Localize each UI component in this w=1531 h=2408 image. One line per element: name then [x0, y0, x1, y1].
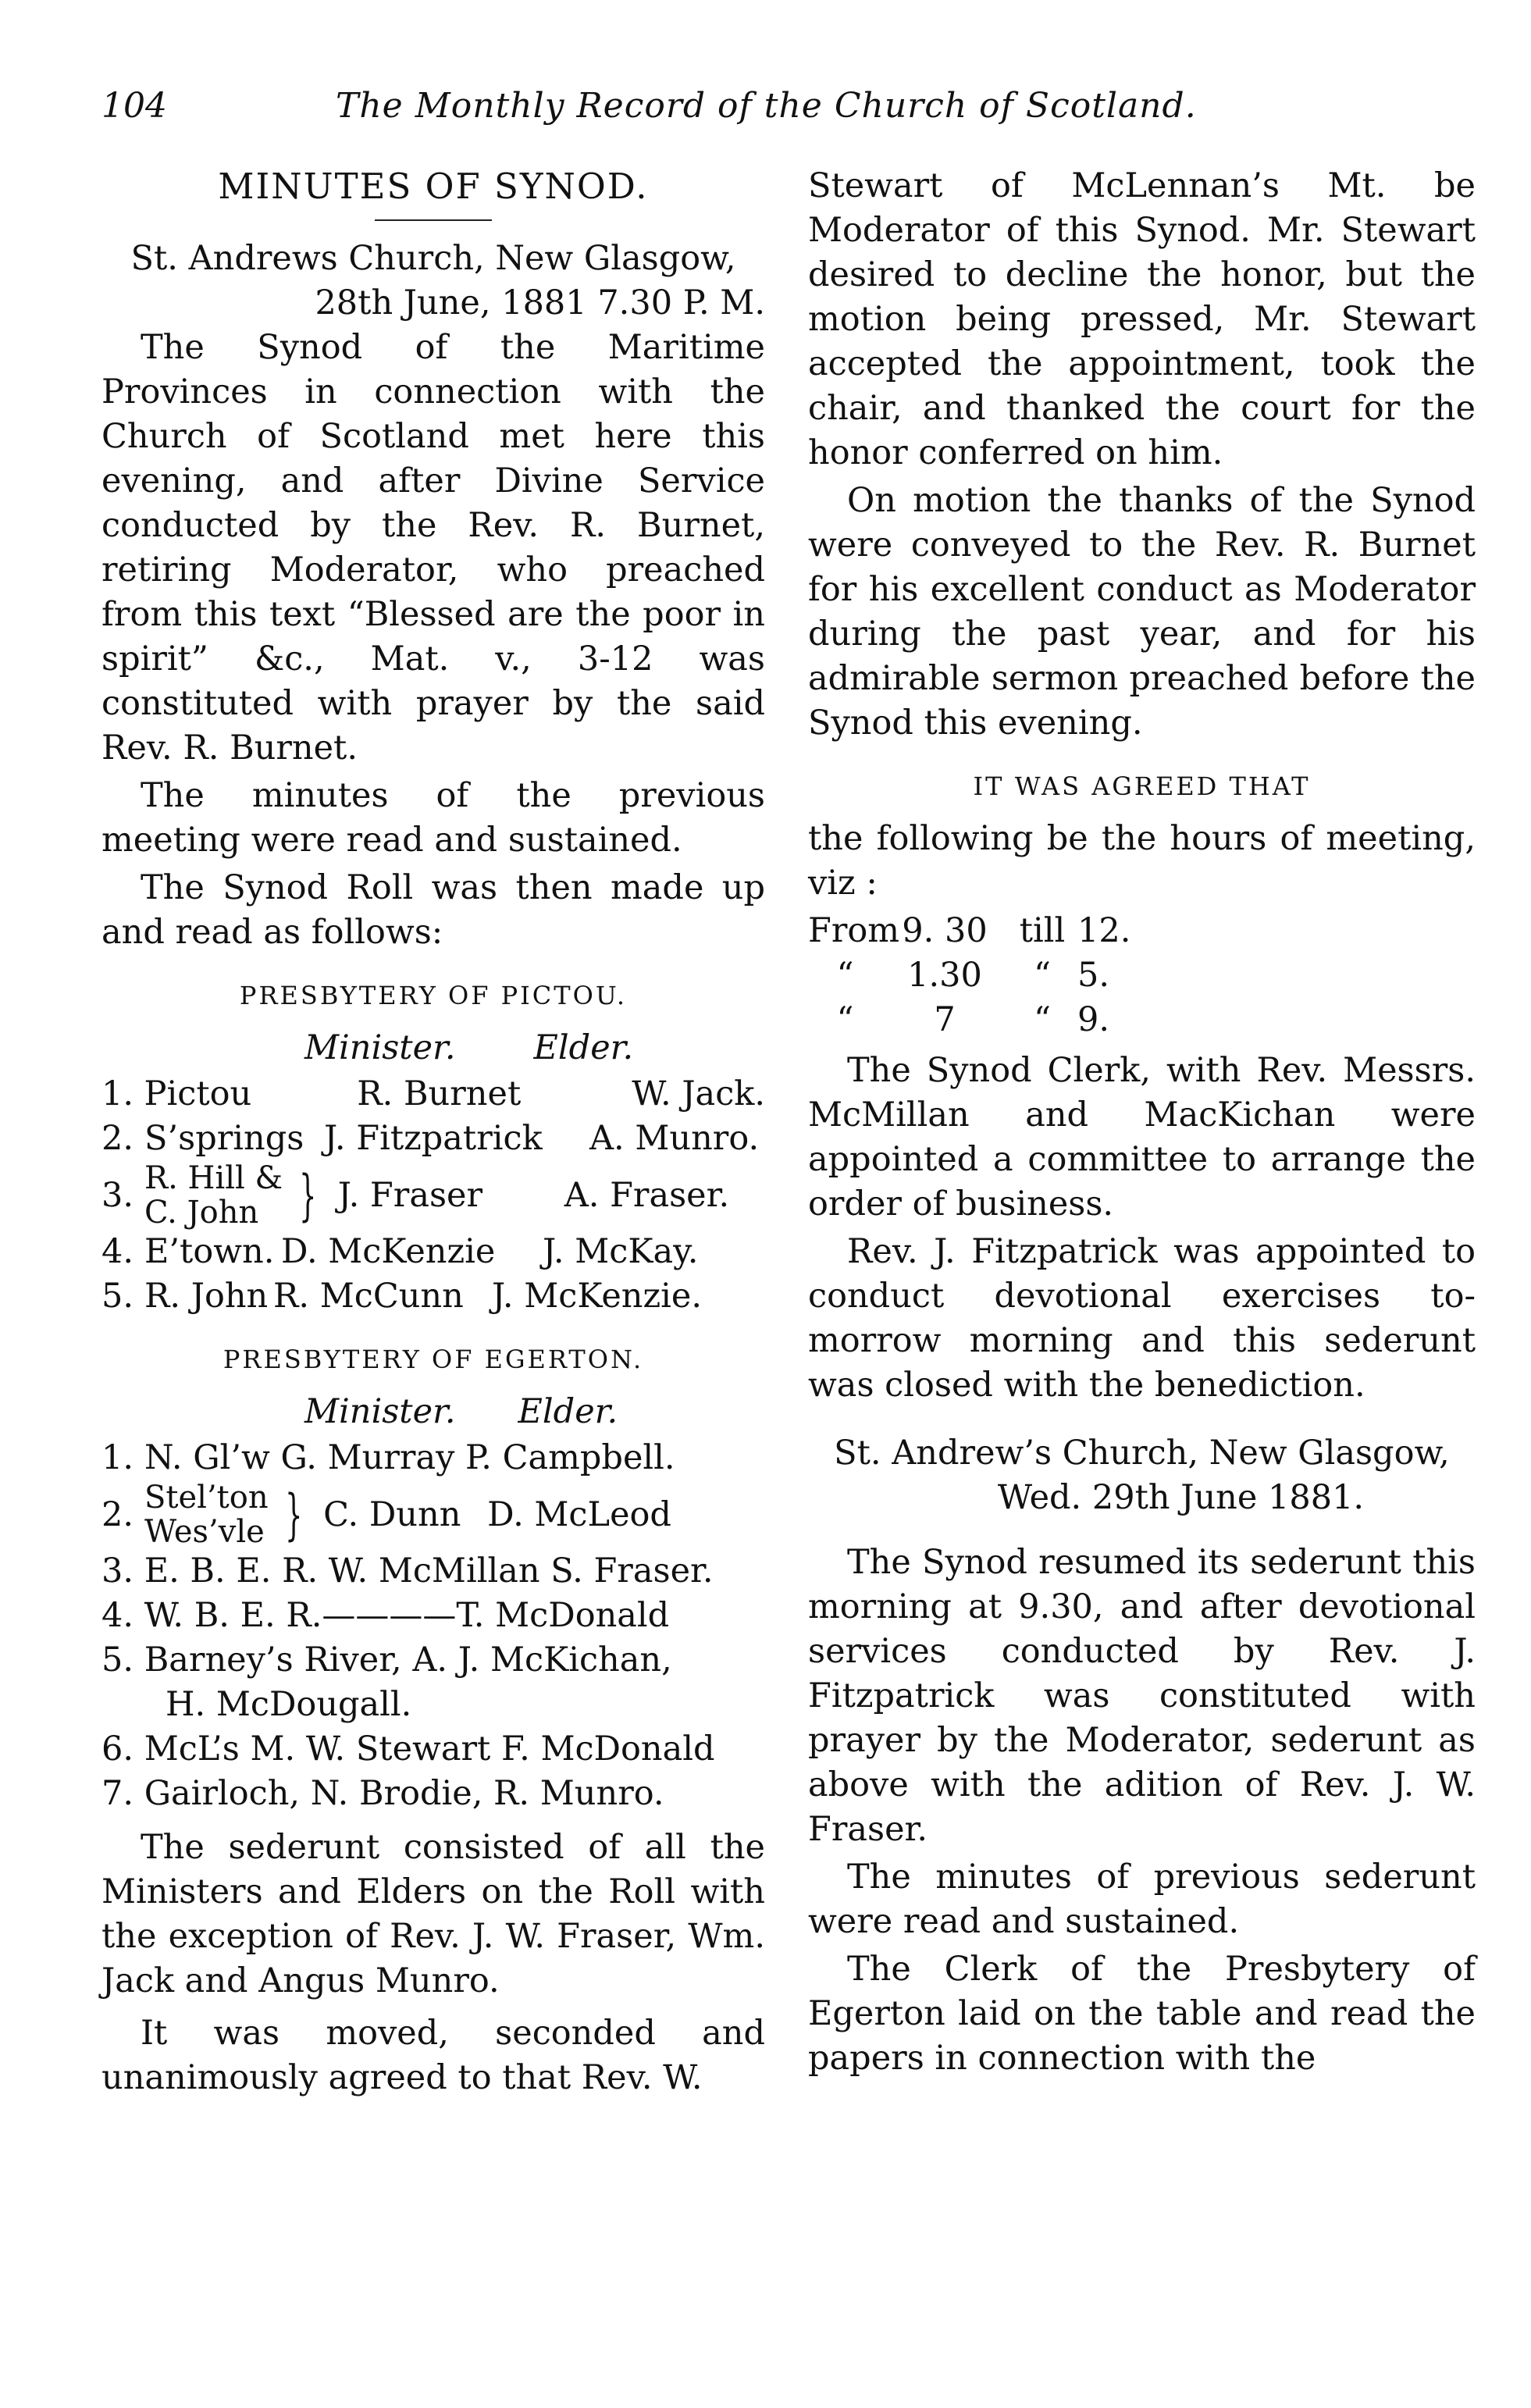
hours-row — [808, 953, 1476, 998]
roll-elder: J. McKenzie. — [492, 1277, 702, 1316]
roll-place-line: Wes’vle — [144, 1514, 265, 1550]
paragraph: the following be the hours of meeting, viz : — [808, 819, 1476, 903]
roll-column-headers — [101, 1026, 765, 1070]
roll-number: 5. — [101, 1277, 134, 1316]
elder-label: Elder. — [533, 1028, 634, 1067]
roll-elder: A. Fraser. — [564, 1175, 730, 1215]
roll-place: Pictou — [144, 1074, 252, 1113]
roll-elder: J. McKay. — [543, 1232, 699, 1271]
meeting-date: Wed. 29th June 1881. — [997, 1478, 1365, 1517]
roll-number: 1. — [101, 1074, 134, 1113]
presbytery-heading-egerton: PRESBYTERY OF EGERTON. — [223, 1345, 644, 1374]
paragraph: The Synod Roll was then made up and read as follows: — [101, 868, 765, 952]
hours-cell: “ — [836, 1000, 854, 1039]
roll-minister: R. Burnet — [357, 1074, 522, 1113]
meeting-date: 28th June, 1881 7.30 P. M. — [315, 283, 765, 322]
hours-cell: till — [1019, 911, 1066, 950]
columns — [101, 164, 1476, 2103]
paragraph: It was moved, seconded and unanimously agreed to that Rev. W. — [101, 2014, 765, 2097]
elder-label: Elder. — [518, 1392, 618, 1431]
hours-cell: 7 — [934, 1000, 956, 1039]
roll-line: 4. W. B. E. R.————T. McDonald — [101, 1596, 670, 1635]
roll-line: 3. E. B. E. R. W. McMillan S. Fraser. — [101, 1551, 714, 1590]
roll-number: 4. — [101, 1232, 134, 1271]
roll-row — [101, 1436, 765, 1480]
hours-cell: “ — [1034, 1000, 1051, 1039]
roll-place — [144, 1480, 269, 1549]
roll-number: 3. — [101, 1175, 134, 1215]
paragraph: The minutes of previous sederunt were read and sustained. — [808, 1858, 1476, 1941]
roll-line: 5. Barney’s River, A. J. McKichan, — [101, 1640, 672, 1680]
running-header — [101, 86, 1476, 148]
roll-place: E’town. — [144, 1232, 275, 1271]
running-title: The Monthly Record of the Church of Scotland. — [336, 86, 1197, 126]
roll-elder: D. McLeod — [487, 1494, 671, 1534]
roll-row — [101, 1117, 765, 1161]
presbytery-heading-pictou: PRESBYTERY OF PICTOU. — [239, 981, 628, 1010]
paragraph: The sederunt consisted of all the Ministers and Elders on the Roll with the exception of Rev. J. W. Fraser, Wm. Jack and Angus Munro. — [101, 1828, 765, 2000]
right-column — [808, 164, 1476, 2103]
roll-row — [101, 1072, 765, 1117]
roll-place: S’springs — [144, 1119, 304, 1158]
roll-minister: C. Dunn — [323, 1494, 461, 1534]
roll-row — [101, 1230, 765, 1274]
roll-place-line: Stel’ton — [144, 1480, 269, 1516]
page-number: 104 — [101, 86, 167, 126]
roll-elder: A. Munro. — [589, 1119, 760, 1158]
minister-label: Minister. — [304, 1392, 456, 1431]
roll-line: H. McDougall. — [101, 1685, 412, 1724]
hours-cell: 9. 30 — [902, 911, 988, 950]
paragraph: The Synod resumed its sederunt this morning at 9.30, and after devotional services conducted by Rev. J. Fitzpatrick was constituted with prayer by the Moderator, sederunt as above with the adition of Rev. J. W. Fraser. — [808, 1543, 1476, 1849]
hours-cell: 1.30 — [907, 956, 982, 995]
roll-place — [144, 1161, 283, 1230]
roll-number: 1. — [101, 1438, 134, 1477]
roll-number: 2. — [101, 1119, 134, 1158]
page — [101, 86, 1476, 2103]
hours-cell: 5. — [1077, 956, 1110, 995]
spacer — [808, 1520, 1476, 1541]
hours-cell: “ — [836, 956, 854, 995]
paragraph: Rev. J. Fitzpatrick was appointed to conduct devotional exercises to-morrow morning and this sederunt was closed with the benediction. — [808, 1232, 1476, 1405]
roll-minister: J. Fitzpatrick — [324, 1119, 543, 1158]
roll-entry: N. Gl’w G. Murray P. Campbell. — [144, 1438, 675, 1477]
hours-cell: 12. — [1077, 911, 1131, 950]
brace-glyph: } — [299, 1163, 317, 1227]
roll-place-line: C. John — [144, 1195, 259, 1231]
brace-glyph: } — [284, 1483, 302, 1547]
minister-label: Minister. — [304, 1028, 456, 1067]
hours-cell: From — [808, 911, 900, 950]
hours-row — [808, 909, 1476, 953]
meeting-place: St. Andrew’s Church, New Glasgow, — [834, 1434, 1450, 1473]
meeting-place: St. Andrews Church, New Glasgow, — [130, 239, 736, 278]
paragraph: The Synod Clerk, with Rev. Messrs. McMillan and MacKichan were appointed a committee to arrange the order of business. — [808, 1051, 1476, 1224]
paragraph: The Synod of the Maritime Provinces in connection with the Church of Scotland met here this evening, and after Divine Service conducted by the Rev. R. Burnet, retiring Moderator, who preached from this text “Blessed are the poor in spirit” &c., Mat. v., 3-12 was constituted with prayer by the said Rev. R. Burnet. — [101, 328, 765, 768]
roll-minister: J. Fraser — [337, 1175, 483, 1215]
paragraph: The minutes of the previous meeting were read and sustained. — [101, 776, 765, 860]
roll-line: 6. McL’s M. W. Stewart F. McDonald — [101, 1729, 715, 1769]
roll-row — [101, 1274, 765, 1319]
roll-line: 7. Gairloch, N. Brodie, R. Munro. — [101, 1774, 664, 1813]
paragraph: Stewart of McLennan’s Mt. be Moderator of this Synod. Mr. Stewart desired to decline the honor, but the motion being pressed, Mr. Stewart accepted the appointment, took the chair, and thanked the court for the honor conferred on him. — [808, 166, 1476, 472]
paragraph: The Clerk of the Presbytery of Egerton laid on the table and read the papers in connection with the — [808, 1950, 1476, 2078]
title-rule — [375, 219, 492, 221]
roll-number: 2. — [101, 1494, 134, 1534]
hours-cell: “ — [1034, 956, 1051, 995]
roll-elder: W. Jack. — [632, 1074, 765, 1113]
section-title: MINUTES OF SYNOD. — [218, 166, 649, 207]
roll-place-line: R. Hill & — [144, 1160, 283, 1196]
roll-minister: D. McKenzie — [281, 1232, 496, 1271]
hours-cell: 9. — [1077, 1000, 1110, 1039]
roll-row — [101, 1161, 765, 1230]
roll-row — [101, 1480, 765, 1549]
roll-column-headers — [101, 1390, 765, 1434]
agreed-heading: IT WAS AGREED THAT — [973, 771, 1311, 801]
roll-minister: R. McCunn — [273, 1277, 464, 1316]
paragraph: On motion the thanks of the Synod were conveyed to the Rev. R. Burnet for his excellent conduct as Moderator during the past year, and for his admirable sermon preached before the Synod this evening. — [808, 481, 1476, 743]
meeting-hours — [808, 909, 1476, 1042]
hours-row — [808, 998, 1476, 1042]
roll-place: R. John — [144, 1277, 269, 1316]
left-column — [101, 164, 765, 2103]
